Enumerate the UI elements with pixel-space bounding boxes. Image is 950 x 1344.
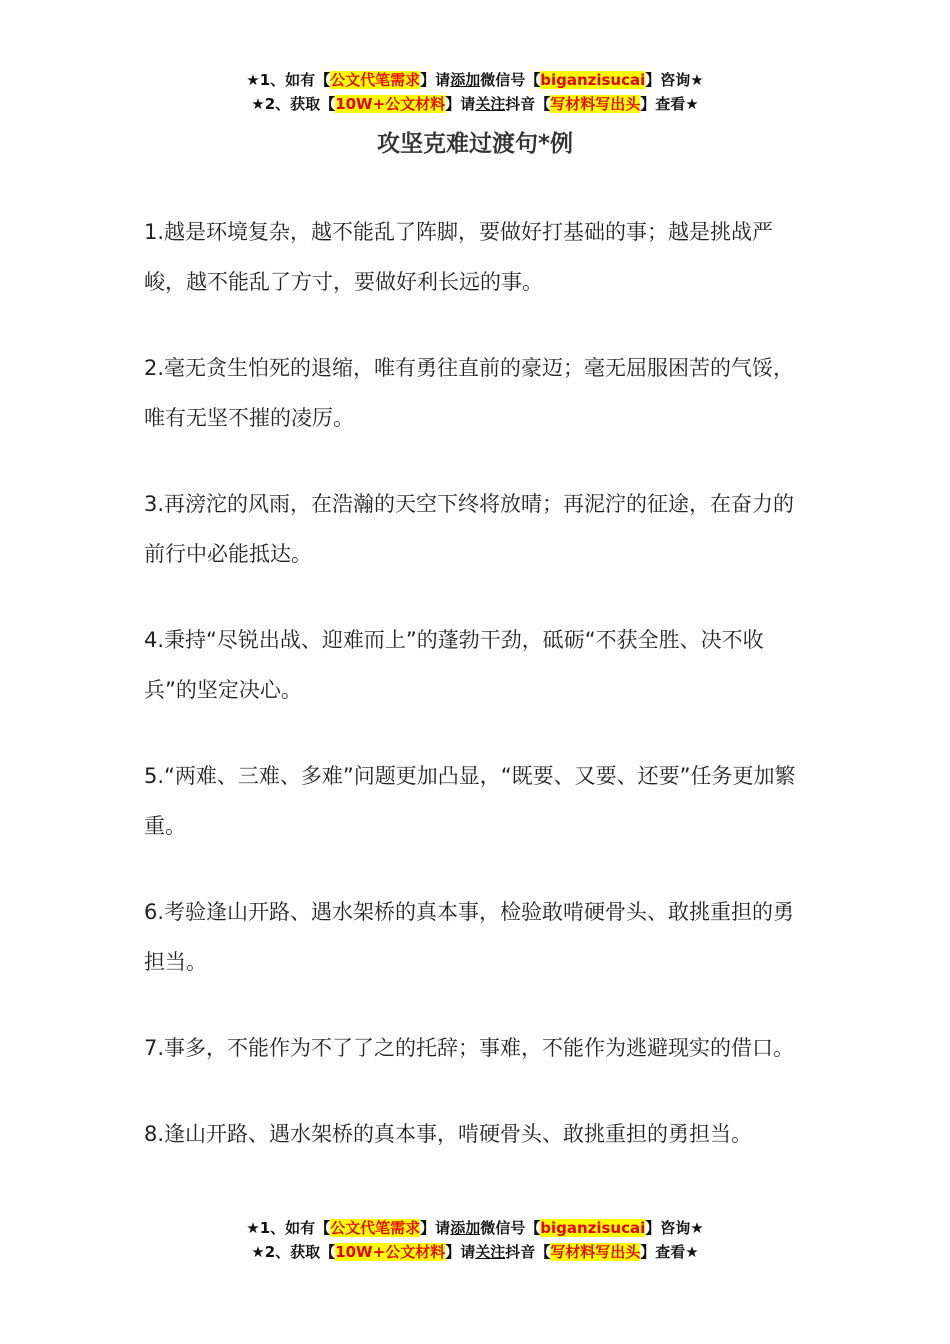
paragraph-6: 6.考验逢山开路、遇水架桥的真本事，检验敢啃硬骨头、敢挑重担的勇担当。 — [144, 900, 795, 974]
banner-underline: 添加 — [450, 71, 481, 89]
banner-text: 】请 — [420, 71, 451, 89]
banner-text: ★2、获取【 — [251, 95, 336, 113]
banner-highlight: 10W+公文材料 — [335, 1243, 446, 1261]
banner-highlight: 写材料写出头 — [550, 95, 641, 113]
banner-text: 微信号【 — [480, 71, 541, 89]
paragraph-3: 3.再滂沱的风雨，在浩瀚的天空下终将放晴；再泥泞的征途，在奋力的前行中必能抵达。 — [144, 492, 795, 566]
banner-underline: 关注 — [475, 1243, 506, 1261]
paragraph-2: 2.毫无贪生怕死的退缩，唯有勇往直前的豪迈；毫无屈服困苦的气馁，唯有无坚不摧的凌厉。 — [144, 356, 795, 430]
banner-highlight: 公文代笔需求 — [330, 71, 421, 89]
document-body — [144, 207, 806, 1195]
banner-text: 】请 — [445, 1243, 476, 1261]
banner-highlight: biganzisucai — [540, 71, 646, 89]
banner-line-2 — [0, 92, 950, 116]
banner-text: ★1、如有【 — [246, 1219, 331, 1237]
banner-text: ★1、如有【 — [246, 71, 331, 89]
banner-text: 抖音【 — [505, 95, 551, 113]
banner-text: 微信号【 — [480, 1219, 541, 1237]
banner-text: 】咨询★ — [645, 71, 704, 89]
banner-text: 抖音【 — [505, 1243, 551, 1261]
paragraph-8: 8.逢山开路、遇水架桥的真本事，啃硬骨头、敢挑重担的勇担当。 — [144, 1122, 753, 1146]
footer-banner — [0, 1216, 950, 1264]
header-banner — [0, 68, 950, 116]
banner-line-1 — [0, 68, 950, 92]
paragraph-5: 5.“两难、三难、多难”问题更加凸显，“既要、又要、还要”任务更加繁重。 — [144, 764, 796, 838]
banner-underline: 添加 — [450, 1219, 481, 1237]
banner-highlight: 10W+公文材料 — [335, 95, 446, 113]
paragraph-7: 7.事多，不能作为不了了之的托辞；事难，不能作为逃避现实的借口。 — [144, 1036, 795, 1060]
banner-highlight: biganzisucai — [540, 1219, 646, 1237]
banner-highlight: 写材料写出头 — [550, 1243, 641, 1261]
banner-text: 】查看★ — [640, 1243, 699, 1261]
footer-line-2 — [0, 1240, 950, 1264]
banner-underline: 关注 — [475, 95, 506, 113]
banner-text: 】查看★ — [640, 95, 699, 113]
banner-text: ★2、获取【 — [251, 1243, 336, 1261]
banner-text: 】请 — [420, 1219, 451, 1237]
banner-text: 】请 — [445, 95, 476, 113]
paragraph-1: 1.越是环境复杂，越不能乱了阵脚，要做好打基础的事；越是挑战严峻，越不能乱了方寸，要做好利长远的事。 — [144, 220, 774, 294]
banner-text: 】咨询★ — [645, 1219, 704, 1237]
paragraph-4: 4.秉持“尽锐出战、迎难而上”的蓬勃干劲，砥砺“不获全胜、决不收兵”的坚定决心。 — [144, 628, 764, 702]
banner-highlight: 公文代笔需求 — [330, 1219, 421, 1237]
footer-line-1 — [0, 1216, 950, 1240]
page-title: 攻坚克难过渡句*例 — [376, 131, 574, 157]
